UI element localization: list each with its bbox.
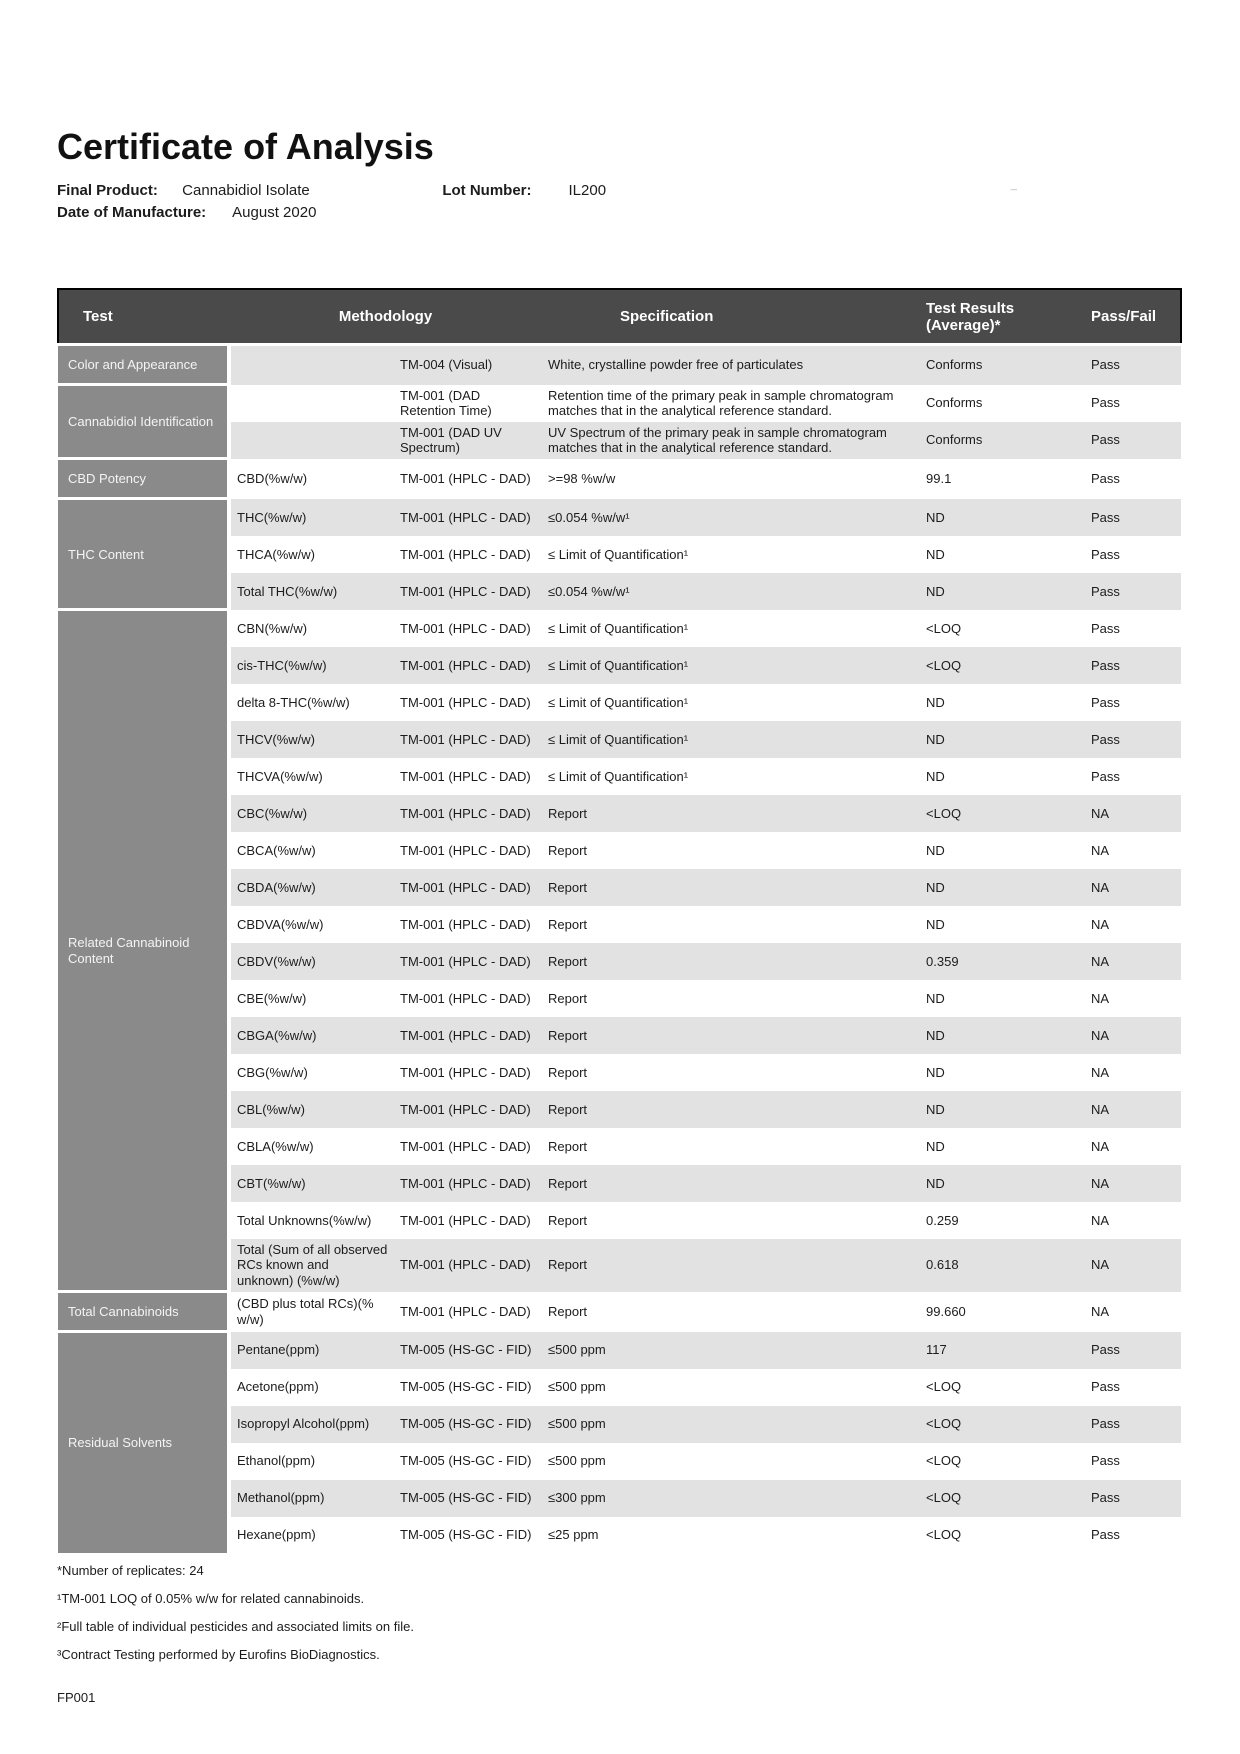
cell-analyte	[229, 422, 394, 459]
cell-analyte: Isopropyl Alcohol(ppm)	[229, 1406, 394, 1443]
cell-methodology: TM-001 (HPLC - DAD)	[394, 536, 542, 573]
cell-analyte: Methanol(ppm)	[229, 1480, 394, 1517]
cell-analyte: CBLA(%w/w)	[229, 1128, 394, 1165]
cell-analyte: THCV(%w/w)	[229, 721, 394, 758]
cell-analyte: CBG(%w/w)	[229, 1054, 394, 1091]
cell-result: <LOQ	[919, 1443, 1084, 1480]
cell-pass-fail: Pass	[1084, 1332, 1181, 1369]
footnote: ²Full table of individual pesticides and associated limits on file.	[57, 1619, 414, 1635]
cell-pass-fail: Pass	[1084, 573, 1181, 610]
cell-specification: Report	[542, 980, 919, 1017]
cell-pass-fail: Pass	[1084, 1480, 1181, 1517]
cell-pass-fail: NA	[1084, 1017, 1181, 1054]
col-header-test-results: Test Results (Average)*	[919, 289, 1084, 345]
cell-specification: White, crystalline powder free of particulates	[542, 345, 919, 385]
cell-analyte: THC(%w/w)	[229, 499, 394, 536]
cell-specification: Report	[542, 1165, 919, 1202]
cell-analyte: THCVA(%w/w)	[229, 758, 394, 795]
cell-pass-fail: NA	[1084, 1202, 1181, 1239]
cell-result: ND	[919, 1165, 1084, 1202]
cell-pass-fail: NA	[1084, 1091, 1181, 1128]
lot-number-label: Lot Number:	[442, 182, 532, 199]
cell-pass-fail: Pass	[1084, 721, 1181, 758]
cell-methodology: TM-005 (HS-GC - FID)	[394, 1406, 542, 1443]
cell-methodology: TM-005 (HS-GC - FID)	[394, 1443, 542, 1480]
table-row	[58, 1292, 1181, 1332]
cell-pass-fail: Pass	[1084, 1369, 1181, 1406]
date-of-manufacture-label: Date of Manufacture:	[57, 204, 207, 221]
cell-pass-fail: NA	[1084, 943, 1181, 980]
cell-pass-fail: NA	[1084, 869, 1181, 906]
cell-methodology: TM-001 (HPLC - DAD)	[394, 499, 542, 536]
date-of-manufacture-value: August 2020	[232, 204, 317, 221]
cell-methodology: TM-001 (DAD Retention Time)	[394, 385, 542, 422]
cell-analyte: Total (Sum of all observed RCs known and unknown) (%w/w)	[229, 1239, 394, 1292]
cell-specification: ≤500 ppm	[542, 1406, 919, 1443]
cell-analyte: Total THC(%w/w)	[229, 573, 394, 610]
cell-result: ND	[919, 573, 1084, 610]
page-title: Certificate of Analysis	[57, 126, 434, 167]
cell-result: ND	[919, 499, 1084, 536]
cell-methodology: TM-001 (HPLC - DAD)	[394, 906, 542, 943]
cell-pass-fail: Pass	[1084, 1517, 1181, 1554]
col-header-pass-fail: Pass/Fail	[1084, 289, 1181, 345]
cell-pass-fail: NA	[1084, 1054, 1181, 1091]
cell-specification: Report	[542, 1239, 919, 1292]
cell-result: ND	[919, 1017, 1084, 1054]
cell-specification: ≤ Limit of Quantification¹	[542, 610, 919, 647]
table-row	[58, 499, 1181, 536]
cell-analyte: THCA(%w/w)	[229, 536, 394, 573]
test-group-cell: Cannabidiol Identification	[58, 385, 229, 459]
cell-analyte: Ethanol(ppm)	[229, 1443, 394, 1480]
cell-analyte: CBL(%w/w)	[229, 1091, 394, 1128]
cell-pass-fail: NA	[1084, 795, 1181, 832]
cell-methodology: TM-001 (HPLC - DAD)	[394, 1165, 542, 1202]
cell-methodology: TM-001 (HPLC - DAD)	[394, 869, 542, 906]
table-row	[58, 1332, 1181, 1369]
cell-result: <LOQ	[919, 1480, 1084, 1517]
cell-analyte: CBD(%w/w)	[229, 459, 394, 499]
lot-number-value: IL200	[568, 182, 607, 199]
cell-specification: Report	[542, 943, 919, 980]
cell-methodology: TM-001 (HPLC - DAD)	[394, 980, 542, 1017]
cell-methodology: TM-001 (HPLC - DAD)	[394, 1091, 542, 1128]
cell-methodology: TM-001 (HPLC - DAD)	[394, 758, 542, 795]
cell-result: ND	[919, 1054, 1084, 1091]
cell-analyte: Hexane(ppm)	[229, 1517, 394, 1554]
cell-specification: Retention time of the primary peak in sample chromatogram matches that in the analytical reference standard.	[542, 385, 919, 422]
cell-methodology: TM-001 (HPLC - DAD)	[394, 832, 542, 869]
footnotes	[57, 1562, 1180, 1664]
product-meta	[57, 180, 1180, 224]
final-product-value: Cannabidiol Isolate	[182, 182, 310, 199]
cell-specification: Report	[542, 1017, 919, 1054]
cell-pass-fail: Pass	[1084, 647, 1181, 684]
test-group-cell: Residual Solvents	[58, 1332, 229, 1554]
cell-pass-fail: Pass	[1084, 536, 1181, 573]
cell-specification: Report	[542, 832, 919, 869]
cell-pass-fail: Pass	[1084, 422, 1181, 459]
cell-pass-fail: Pass	[1084, 345, 1181, 385]
cell-specification: ≤0.054 %w/w¹	[542, 573, 919, 610]
cell-methodology: TM-005 (HS-GC - FID)	[394, 1480, 542, 1517]
cell-methodology: TM-001 (HPLC - DAD)	[394, 1017, 542, 1054]
results-table	[57, 288, 1182, 1554]
cell-specification: Report	[542, 1091, 919, 1128]
cell-specification: Report	[542, 1292, 919, 1332]
final-product-label: Final Product:	[57, 182, 158, 199]
cell-methodology: TM-001 (HPLC - DAD)	[394, 1202, 542, 1239]
cell-methodology: TM-001 (HPLC - DAD)	[394, 1054, 542, 1091]
scan-artifact: ~	[1008, 181, 1019, 198]
cell-methodology: TM-001 (HPLC - DAD)	[394, 647, 542, 684]
cell-result: <LOQ	[919, 647, 1084, 684]
cell-pass-fail: Pass	[1084, 1443, 1181, 1480]
cell-analyte	[229, 385, 394, 422]
cell-specification: Report	[542, 1054, 919, 1091]
cell-specification: ≤ Limit of Quantification¹	[542, 684, 919, 721]
cell-methodology: TM-001 (DAD UV Spectrum)	[394, 422, 542, 459]
cell-methodology: TM-001 (HPLC - DAD)	[394, 943, 542, 980]
cell-result: 99.1	[919, 459, 1084, 499]
cell-result: 0.618	[919, 1239, 1084, 1292]
cell-result: ND	[919, 832, 1084, 869]
table-row	[58, 385, 1181, 422]
cell-analyte: CBE(%w/w)	[229, 980, 394, 1017]
test-group-cell: THC Content	[58, 499, 229, 610]
footnote: ¹TM-001 LOQ of 0.05% w/w for related cannabinoids.	[57, 1591, 365, 1607]
cell-pass-fail: NA	[1084, 832, 1181, 869]
cell-result: ND	[919, 980, 1084, 1017]
cell-analyte: cis-THC(%w/w)	[229, 647, 394, 684]
meta-row-product-lot	[57, 180, 1180, 202]
cell-specification: ≤ Limit of Quantification¹	[542, 758, 919, 795]
cell-specification: Report	[542, 1128, 919, 1165]
page-content	[57, 0, 1180, 1705]
cell-methodology: TM-001 (HPLC - DAD)	[394, 459, 542, 499]
cell-analyte: CBDA(%w/w)	[229, 869, 394, 906]
cell-methodology: TM-001 (HPLC - DAD)	[394, 1292, 542, 1332]
col-header-methodology: Methodology	[229, 289, 542, 345]
cell-result: ND	[919, 1091, 1084, 1128]
cell-pass-fail: Pass	[1084, 610, 1181, 647]
cell-analyte: CBDV(%w/w)	[229, 943, 394, 980]
cell-specification: >=98 %w/w	[542, 459, 919, 499]
cell-analyte: (CBD plus total RCs)(% w/w)	[229, 1292, 394, 1332]
cell-result: <LOQ	[919, 1517, 1084, 1554]
cell-pass-fail: Pass	[1084, 758, 1181, 795]
cell-analyte: delta 8-THC(%w/w)	[229, 684, 394, 721]
cell-specification: ≤ Limit of Quantification¹	[542, 647, 919, 684]
cell-result: <LOQ	[919, 610, 1084, 647]
cell-analyte: Acetone(ppm)	[229, 1369, 394, 1406]
footnote: ³Contract Testing performed by Eurofins BioDiagnostics.	[57, 1647, 380, 1663]
cell-pass-fail: NA	[1084, 1239, 1181, 1292]
test-group-cell: Related Cannabinoid Content	[58, 610, 229, 1292]
cell-result: 99.660	[919, 1292, 1084, 1332]
cell-specification: Report	[542, 869, 919, 906]
cell-specification: Report	[542, 906, 919, 943]
table-row	[58, 459, 1181, 499]
cell-methodology: TM-001 (HPLC - DAD)	[394, 610, 542, 647]
cell-result: <LOQ	[919, 1369, 1084, 1406]
cell-analyte: CBDVA(%w/w)	[229, 906, 394, 943]
cell-specification: ≤500 ppm	[542, 1443, 919, 1480]
cell-result: ND	[919, 536, 1084, 573]
cell-methodology: TM-001 (HPLC - DAD)	[394, 573, 542, 610]
cell-methodology: TM-001 (HPLC - DAD)	[394, 1239, 542, 1292]
cell-methodology: TM-001 (HPLC - DAD)	[394, 1128, 542, 1165]
cell-methodology: TM-001 (HPLC - DAD)	[394, 684, 542, 721]
cell-analyte: CBGA(%w/w)	[229, 1017, 394, 1054]
cell-result: Conforms	[919, 422, 1084, 459]
cell-pass-fail: NA	[1084, 1292, 1181, 1332]
cell-specification: ≤300 ppm	[542, 1480, 919, 1517]
cell-specification: ≤500 ppm	[542, 1369, 919, 1406]
cell-methodology: TM-005 (HS-GC - FID)	[394, 1517, 542, 1554]
meta-row-date	[57, 202, 1180, 224]
test-group-cell: Total Cannabinoids	[58, 1292, 229, 1332]
col-header-specification: Specification	[542, 289, 919, 345]
cell-specification: ≤ Limit of Quantification¹	[542, 536, 919, 573]
table-header-row	[58, 289, 1181, 345]
cell-methodology: TM-001 (HPLC - DAD)	[394, 721, 542, 758]
cell-analyte: CBCA(%w/w)	[229, 832, 394, 869]
cell-result: Conforms	[919, 345, 1084, 385]
cell-specification: ≤500 ppm	[542, 1332, 919, 1369]
cell-pass-fail: Pass	[1084, 684, 1181, 721]
cell-pass-fail: NA	[1084, 980, 1181, 1017]
cell-result: <LOQ	[919, 1406, 1084, 1443]
cell-result: ND	[919, 869, 1084, 906]
cell-result: ND	[919, 721, 1084, 758]
cell-specification: ≤ Limit of Quantification¹	[542, 721, 919, 758]
cell-specification: ≤25 ppm	[542, 1517, 919, 1554]
cell-result: ND	[919, 758, 1084, 795]
cell-specification: UV Spectrum of the primary peak in sample chromatogram matches that in the analytical reference standard.	[542, 422, 919, 459]
cell-methodology: TM-001 (HPLC - DAD)	[394, 795, 542, 832]
table-row	[58, 610, 1181, 647]
cell-analyte: Total Unknowns(%w/w)	[229, 1202, 394, 1239]
cell-pass-fail: NA	[1084, 906, 1181, 943]
cell-pass-fail: Pass	[1084, 499, 1181, 536]
cell-result: 0.259	[919, 1202, 1084, 1239]
cell-specification: Report	[542, 1202, 919, 1239]
cell-analyte: Pentane(ppm)	[229, 1332, 394, 1369]
cell-analyte	[229, 345, 394, 385]
cell-pass-fail: Pass	[1084, 385, 1181, 422]
cell-specification: ≤0.054 %w/w¹	[542, 499, 919, 536]
table-row	[58, 345, 1181, 385]
footnote: *Number of replicates: 24	[57, 1563, 204, 1579]
cell-result: ND	[919, 1128, 1084, 1165]
cell-result: Conforms	[919, 385, 1084, 422]
form-number: FP001	[57, 1690, 96, 1706]
cell-analyte: CBT(%w/w)	[229, 1165, 394, 1202]
cell-methodology: TM-004 (Visual)	[394, 345, 542, 385]
test-group-cell: Color and Appearance	[58, 345, 229, 385]
cell-pass-fail: Pass	[1084, 459, 1181, 499]
cell-analyte: CBN(%w/w)	[229, 610, 394, 647]
cell-result: <LOQ	[919, 795, 1084, 832]
cell-result: 0.359	[919, 943, 1084, 980]
cell-methodology: TM-005 (HS-GC - FID)	[394, 1332, 542, 1369]
col-header-test: Test	[58, 289, 229, 345]
test-group-cell: CBD Potency	[58, 459, 229, 499]
cell-pass-fail: NA	[1084, 1128, 1181, 1165]
cell-pass-fail: Pass	[1084, 1406, 1181, 1443]
cell-analyte: CBC(%w/w)	[229, 795, 394, 832]
cell-specification: Report	[542, 795, 919, 832]
cell-result: 117	[919, 1332, 1084, 1369]
cell-result: ND	[919, 684, 1084, 721]
cell-pass-fail: NA	[1084, 1165, 1181, 1202]
cell-methodology: TM-005 (HS-GC - FID)	[394, 1369, 542, 1406]
cell-result: ND	[919, 906, 1084, 943]
